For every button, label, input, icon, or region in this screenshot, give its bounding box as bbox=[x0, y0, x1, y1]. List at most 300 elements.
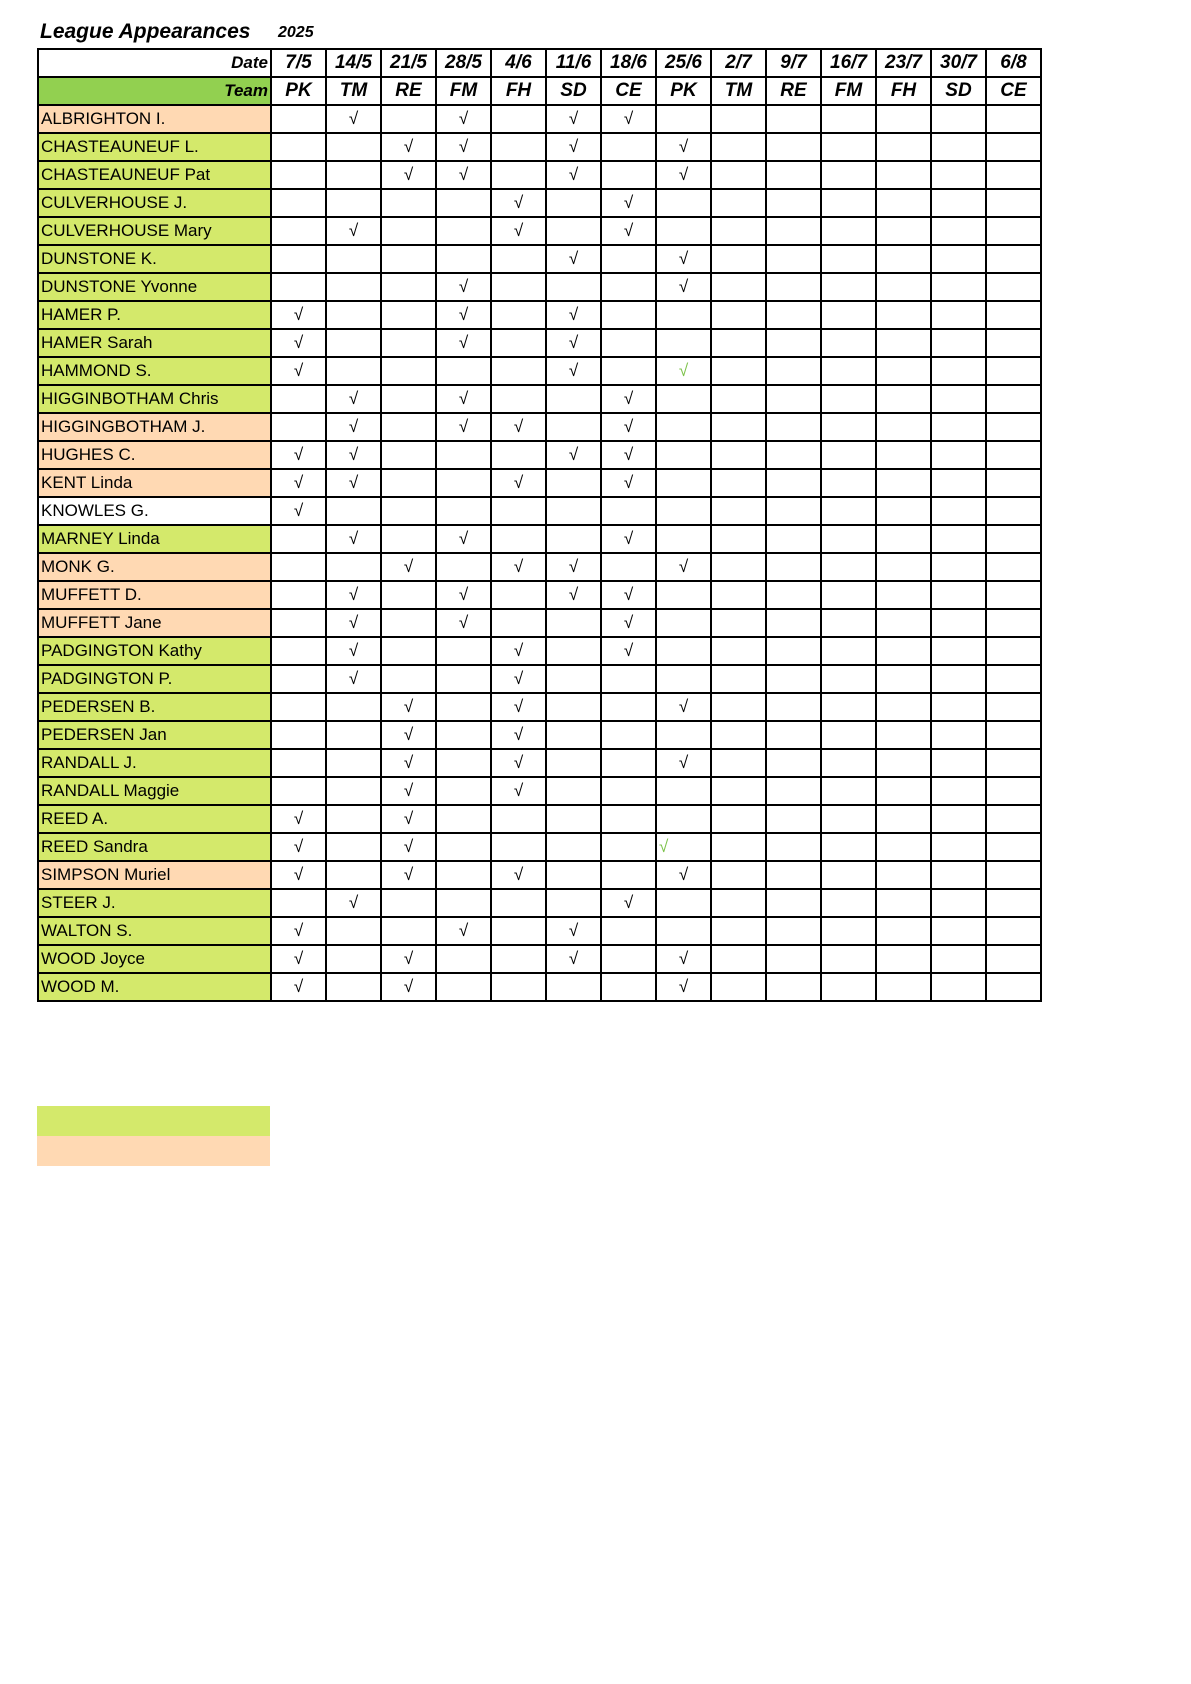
appearance-cell bbox=[711, 301, 766, 329]
appearance-cell bbox=[381, 217, 436, 245]
appearance-cell bbox=[546, 917, 601, 945]
appearance-cell bbox=[821, 749, 876, 777]
tick-mark: √ bbox=[458, 417, 469, 436]
appearance-cell bbox=[931, 945, 986, 973]
tick-mark: √ bbox=[568, 137, 579, 156]
appearance-cell bbox=[931, 161, 986, 189]
appearance-cell bbox=[711, 161, 766, 189]
appearance-cell bbox=[766, 441, 821, 469]
tick-mark: √ bbox=[458, 585, 469, 604]
player-name: HIGGINBOTHAM Chris bbox=[38, 385, 271, 413]
appearance-cell bbox=[821, 189, 876, 217]
tick-mark: √ bbox=[513, 753, 524, 772]
appearance-cell bbox=[381, 609, 436, 637]
tick-mark: √ bbox=[623, 109, 634, 128]
appearance-cell bbox=[821, 161, 876, 189]
player-name: DUNSTONE Yvonne bbox=[38, 273, 271, 301]
appearance-cell bbox=[711, 665, 766, 693]
appearance-cell bbox=[766, 665, 821, 693]
player-row bbox=[38, 973, 1041, 1001]
appearance-cell bbox=[931, 889, 986, 917]
appearance-cell bbox=[381, 161, 436, 189]
tick-mark: √ bbox=[513, 669, 524, 688]
appearance-cell bbox=[711, 357, 766, 385]
team-header-cell: PK bbox=[656, 77, 711, 105]
player-row bbox=[38, 161, 1041, 189]
tick-mark: √ bbox=[293, 949, 304, 968]
appearance-cell bbox=[711, 581, 766, 609]
appearance-cell bbox=[876, 749, 931, 777]
appearance-cell bbox=[711, 245, 766, 273]
appearance-cell bbox=[436, 609, 491, 637]
date-header-cell: 11/6 bbox=[546, 49, 601, 77]
appearance-cell bbox=[436, 245, 491, 273]
tick-mark: √ bbox=[293, 445, 304, 464]
date-header-cell: 25/6 bbox=[656, 49, 711, 77]
appearance-cell bbox=[876, 917, 931, 945]
appearance-cell bbox=[271, 497, 326, 525]
appearance-cell bbox=[986, 245, 1041, 273]
player-row bbox=[38, 637, 1041, 665]
player-name: PEDERSEN Jan bbox=[38, 721, 271, 749]
tick-mark: √ bbox=[458, 305, 469, 324]
player-row bbox=[38, 777, 1041, 805]
appearance-cell bbox=[491, 637, 546, 665]
appearance-cell bbox=[601, 413, 656, 441]
appearance-cell bbox=[656, 777, 711, 805]
appearance-cell bbox=[546, 973, 601, 1001]
tick-mark: √ bbox=[568, 445, 579, 464]
appearance-cell bbox=[931, 497, 986, 525]
appearance-cell bbox=[821, 133, 876, 161]
appearance-cell bbox=[436, 189, 491, 217]
tick-mark: √ bbox=[293, 361, 304, 380]
date-header-cell: 16/7 bbox=[821, 49, 876, 77]
appearance-cell bbox=[711, 861, 766, 889]
appearance-cell bbox=[601, 161, 656, 189]
tick-mark: √ bbox=[568, 361, 579, 380]
appearance-cell bbox=[931, 805, 986, 833]
appearance-cell bbox=[766, 357, 821, 385]
appearance-cell bbox=[601, 217, 656, 245]
appearance-cell bbox=[931, 525, 986, 553]
appearance-cell bbox=[931, 189, 986, 217]
appearance-cell bbox=[436, 273, 491, 301]
player-row bbox=[38, 329, 1041, 357]
appearance-cell bbox=[271, 469, 326, 497]
player-name: MARNEY Linda bbox=[38, 525, 271, 553]
appearance-cell bbox=[711, 693, 766, 721]
date-header-cell: 28/5 bbox=[436, 49, 491, 77]
appearance-cell bbox=[601, 889, 656, 917]
appearance-cell bbox=[546, 525, 601, 553]
appearance-cell bbox=[326, 161, 381, 189]
appearance-cell bbox=[546, 945, 601, 973]
appearance-cell bbox=[711, 889, 766, 917]
tick-mark: √ bbox=[678, 249, 689, 268]
player-row bbox=[38, 833, 1041, 861]
appearance-cell bbox=[546, 329, 601, 357]
appearance-cell bbox=[876, 553, 931, 581]
appearance-cell bbox=[491, 777, 546, 805]
appearance-cell bbox=[766, 637, 821, 665]
appearance-cell bbox=[656, 805, 711, 833]
appearance-cell bbox=[876, 133, 931, 161]
appearance-cell bbox=[381, 273, 436, 301]
player-name: SIMPSON Muriel bbox=[38, 861, 271, 889]
appearance-cell bbox=[986, 553, 1041, 581]
appearance-cell bbox=[436, 721, 491, 749]
appearance-cell bbox=[986, 469, 1041, 497]
appearance-cell bbox=[546, 441, 601, 469]
tick-mark: √ bbox=[458, 137, 469, 156]
appearance-cell bbox=[326, 553, 381, 581]
appearance-cell bbox=[326, 133, 381, 161]
appearance-cell bbox=[601, 441, 656, 469]
appearance-cell bbox=[381, 777, 436, 805]
appearance-cell bbox=[271, 889, 326, 917]
player-name: MUFFETT Jane bbox=[38, 609, 271, 637]
appearance-cell bbox=[271, 637, 326, 665]
appearance-cell bbox=[491, 497, 546, 525]
appearance-cell bbox=[491, 917, 546, 945]
appearance-cell bbox=[931, 273, 986, 301]
player-name: MONK G. bbox=[38, 553, 271, 581]
appearance-cell bbox=[986, 693, 1041, 721]
appearance-cell bbox=[711, 917, 766, 945]
appearance-cell bbox=[436, 777, 491, 805]
appearance-cell bbox=[326, 273, 381, 301]
appearance-cell bbox=[381, 973, 436, 1001]
appearance-cell bbox=[271, 441, 326, 469]
appearance-cell bbox=[876, 777, 931, 805]
appearance-cell bbox=[821, 553, 876, 581]
team-header-cell: RE bbox=[766, 77, 821, 105]
appearance-cell bbox=[656, 357, 711, 385]
team-header-cell: SD bbox=[931, 77, 986, 105]
appearance-cell bbox=[876, 217, 931, 245]
player-row bbox=[38, 105, 1041, 133]
tick-mark: √ bbox=[623, 641, 634, 660]
appearance-cell bbox=[931, 777, 986, 805]
tick-mark: √ bbox=[513, 697, 524, 716]
appearance-cell bbox=[711, 749, 766, 777]
appearance-cell bbox=[876, 721, 931, 749]
appearance-cell bbox=[821, 217, 876, 245]
appearance-cell bbox=[546, 777, 601, 805]
tick-mark: √ bbox=[403, 949, 414, 968]
appearance-cell bbox=[271, 329, 326, 357]
tick-mark: √ bbox=[568, 333, 579, 352]
appearance-cell bbox=[381, 525, 436, 553]
appearance-cell bbox=[546, 805, 601, 833]
appearance-cell bbox=[766, 609, 821, 637]
appearance-cell bbox=[876, 189, 931, 217]
appearance-cell bbox=[546, 161, 601, 189]
appearance-cell bbox=[546, 749, 601, 777]
appearance-cell bbox=[711, 553, 766, 581]
appearance-cell bbox=[821, 945, 876, 973]
appearance-cell bbox=[876, 637, 931, 665]
appearance-cell bbox=[656, 749, 711, 777]
appearance-cell bbox=[656, 469, 711, 497]
appearance-cell bbox=[326, 917, 381, 945]
appearance-cell bbox=[656, 833, 711, 861]
appearance-cell bbox=[766, 553, 821, 581]
appearance-cell bbox=[601, 497, 656, 525]
date-header-cell: 21/5 bbox=[381, 49, 436, 77]
appearance-cell bbox=[711, 469, 766, 497]
appearance-cell bbox=[381, 385, 436, 413]
appearance-cell bbox=[326, 721, 381, 749]
appearance-cell bbox=[436, 889, 491, 917]
appearance-cell bbox=[326, 413, 381, 441]
team-header-cell: FM bbox=[821, 77, 876, 105]
appearance-cell bbox=[656, 189, 711, 217]
team-header-cell: FH bbox=[876, 77, 931, 105]
appearance-cell bbox=[821, 385, 876, 413]
appearance-cell bbox=[766, 161, 821, 189]
appearance-cell bbox=[601, 693, 656, 721]
player-row bbox=[38, 693, 1041, 721]
appearance-cell bbox=[491, 105, 546, 133]
player-name: KNOWLES G. bbox=[38, 497, 271, 525]
appearance-cell bbox=[491, 749, 546, 777]
appearance-cell bbox=[601, 581, 656, 609]
player-name: WOOD Joyce bbox=[38, 945, 271, 973]
appearance-cell bbox=[821, 861, 876, 889]
appearance-cell bbox=[546, 693, 601, 721]
appearance-cell bbox=[601, 917, 656, 945]
appearance-cell bbox=[381, 189, 436, 217]
tick-mark: √ bbox=[623, 893, 634, 912]
appearance-cell bbox=[656, 525, 711, 553]
appearance-cell bbox=[546, 357, 601, 385]
appearance-cell bbox=[931, 749, 986, 777]
appearance-cell bbox=[986, 777, 1041, 805]
appearance-cell bbox=[546, 301, 601, 329]
appearance-cell bbox=[986, 413, 1041, 441]
tick-mark: √ bbox=[568, 557, 579, 576]
player-name: HIGGINGBOTHAM J. bbox=[38, 413, 271, 441]
appearance-cell bbox=[271, 721, 326, 749]
appearance-cell bbox=[491, 581, 546, 609]
tick-mark: √ bbox=[293, 921, 304, 940]
tick-mark: √ bbox=[458, 389, 469, 408]
tick-mark: √ bbox=[293, 977, 304, 996]
appearance-cell bbox=[931, 861, 986, 889]
appearance-cell bbox=[436, 525, 491, 553]
appearance-cell bbox=[711, 497, 766, 525]
appearance-cell bbox=[381, 553, 436, 581]
tick-mark: √ bbox=[293, 473, 304, 492]
appearance-cell bbox=[986, 105, 1041, 133]
appearance-cell bbox=[271, 161, 326, 189]
tick-mark: √ bbox=[458, 109, 469, 128]
player-name: ALBRIGHTON I. bbox=[38, 105, 271, 133]
player-name: HAMER Sarah bbox=[38, 329, 271, 357]
appearance-cell bbox=[601, 553, 656, 581]
tick-mark: √ bbox=[568, 949, 579, 968]
appearance-cell bbox=[491, 525, 546, 553]
appearance-cell bbox=[656, 973, 711, 1001]
appearance-cell bbox=[546, 413, 601, 441]
appearance-cell bbox=[986, 665, 1041, 693]
appearance-cell bbox=[491, 469, 546, 497]
team-header-cell: TM bbox=[711, 77, 766, 105]
appearance-cell bbox=[326, 973, 381, 1001]
appearance-cell bbox=[876, 889, 931, 917]
appearance-cell bbox=[766, 973, 821, 1001]
appearance-cell bbox=[491, 833, 546, 861]
player-name: RANDALL Maggie bbox=[38, 777, 271, 805]
appearance-cell bbox=[271, 693, 326, 721]
appearance-cell bbox=[436, 973, 491, 1001]
appearance-cell bbox=[271, 385, 326, 413]
appearance-cell bbox=[491, 945, 546, 973]
tick-mark: √ bbox=[458, 165, 469, 184]
tick-mark: √ bbox=[678, 977, 689, 996]
appearance-cell bbox=[601, 609, 656, 637]
tick-mark: √ bbox=[678, 165, 689, 184]
appearance-cell bbox=[766, 497, 821, 525]
appearance-cell bbox=[656, 329, 711, 357]
appearance-cell bbox=[766, 273, 821, 301]
tick-mark: √ bbox=[403, 725, 414, 744]
appearance-cell bbox=[381, 861, 436, 889]
player-row bbox=[38, 553, 1041, 581]
appearance-cell bbox=[326, 497, 381, 525]
appearance-cell bbox=[986, 637, 1041, 665]
player-row bbox=[38, 805, 1041, 833]
appearance-cell bbox=[876, 581, 931, 609]
appearance-cell bbox=[711, 973, 766, 1001]
tick-mark: √ bbox=[623, 221, 634, 240]
appearance-cell bbox=[326, 385, 381, 413]
appearance-cell bbox=[436, 329, 491, 357]
appearance-cell bbox=[656, 693, 711, 721]
appearance-cell bbox=[436, 133, 491, 161]
appearance-cell bbox=[986, 441, 1041, 469]
appearance-cell bbox=[711, 189, 766, 217]
team-label: Team bbox=[38, 77, 271, 105]
appearance-cell bbox=[381, 105, 436, 133]
appearance-cell bbox=[766, 469, 821, 497]
player-name: PEDERSEN B. bbox=[38, 693, 271, 721]
appearance-cell bbox=[931, 413, 986, 441]
appearance-cell bbox=[546, 385, 601, 413]
tick-mark: √ bbox=[348, 893, 359, 912]
appearance-cell bbox=[326, 945, 381, 973]
appearance-cell bbox=[326, 833, 381, 861]
tick-mark: √ bbox=[348, 417, 359, 436]
team-header-cell: CE bbox=[601, 77, 656, 105]
player-row bbox=[38, 861, 1041, 889]
appearance-cell bbox=[766, 833, 821, 861]
appearance-cell bbox=[876, 441, 931, 469]
appearance-cell bbox=[931, 833, 986, 861]
appearance-cell bbox=[601, 833, 656, 861]
appearance-cell bbox=[436, 917, 491, 945]
appearance-cell bbox=[271, 553, 326, 581]
appearance-cell bbox=[821, 245, 876, 273]
appearance-cell bbox=[491, 357, 546, 385]
appearance-cell bbox=[876, 693, 931, 721]
appearance-cell bbox=[271, 945, 326, 973]
appearance-cell bbox=[271, 973, 326, 1001]
tick-mark: √ bbox=[623, 389, 634, 408]
appearance-cell bbox=[821, 441, 876, 469]
appearance-cell bbox=[711, 217, 766, 245]
tick-mark: √ bbox=[293, 837, 304, 856]
appearance-cell bbox=[656, 245, 711, 273]
appearance-cell bbox=[546, 553, 601, 581]
appearance-cell bbox=[436, 441, 491, 469]
player-name: PADGINGTON P. bbox=[38, 665, 271, 693]
player-row bbox=[38, 301, 1041, 329]
player-row bbox=[38, 889, 1041, 917]
appearance-cell bbox=[986, 161, 1041, 189]
appearance-cell bbox=[656, 861, 711, 889]
tick-mark: √ bbox=[348, 445, 359, 464]
appearance-cell bbox=[491, 161, 546, 189]
appearance-cell bbox=[381, 693, 436, 721]
appearance-cell bbox=[931, 917, 986, 945]
appearance-cell bbox=[271, 245, 326, 273]
appearance-cell bbox=[491, 245, 546, 273]
appearance-cell bbox=[876, 497, 931, 525]
tick-mark: √ bbox=[568, 305, 579, 324]
date-header-cell: 9/7 bbox=[766, 49, 821, 77]
appearance-cell bbox=[931, 581, 986, 609]
appearance-cell bbox=[931, 609, 986, 637]
date-label: Date bbox=[38, 49, 271, 77]
appearance-cell bbox=[436, 385, 491, 413]
appearance-cell bbox=[271, 357, 326, 385]
team-header-cell: FH bbox=[491, 77, 546, 105]
appearance-cell bbox=[821, 301, 876, 329]
appearance-cell bbox=[491, 189, 546, 217]
appearance-cell bbox=[986, 973, 1041, 1001]
appearance-cell bbox=[601, 105, 656, 133]
appearance-cell bbox=[271, 581, 326, 609]
player-name: KENT Linda bbox=[38, 469, 271, 497]
appearance-cell bbox=[876, 469, 931, 497]
appearance-cell bbox=[821, 637, 876, 665]
player-name: HUGHES C. bbox=[38, 441, 271, 469]
tick-mark: √ bbox=[348, 473, 359, 492]
appearance-cell bbox=[381, 833, 436, 861]
player-row bbox=[38, 413, 1041, 441]
player-name: HAMER P. bbox=[38, 301, 271, 329]
appearance-cell bbox=[326, 469, 381, 497]
appearance-cell bbox=[986, 497, 1041, 525]
appearance-cell bbox=[711, 833, 766, 861]
player-name: HAMMOND S. bbox=[38, 357, 271, 385]
tick-mark: √ bbox=[458, 277, 469, 296]
appearance-cell bbox=[766, 917, 821, 945]
appearance-cell bbox=[766, 413, 821, 441]
tick-mark: √ bbox=[513, 557, 524, 576]
appearance-cell bbox=[711, 329, 766, 357]
appearance-cell bbox=[546, 133, 601, 161]
appearance-cell bbox=[601, 805, 656, 833]
appearance-cell bbox=[546, 497, 601, 525]
appearance-cell bbox=[491, 301, 546, 329]
appearance-cell bbox=[821, 721, 876, 749]
appearance-cell bbox=[271, 609, 326, 637]
date-header-row bbox=[38, 49, 1041, 77]
